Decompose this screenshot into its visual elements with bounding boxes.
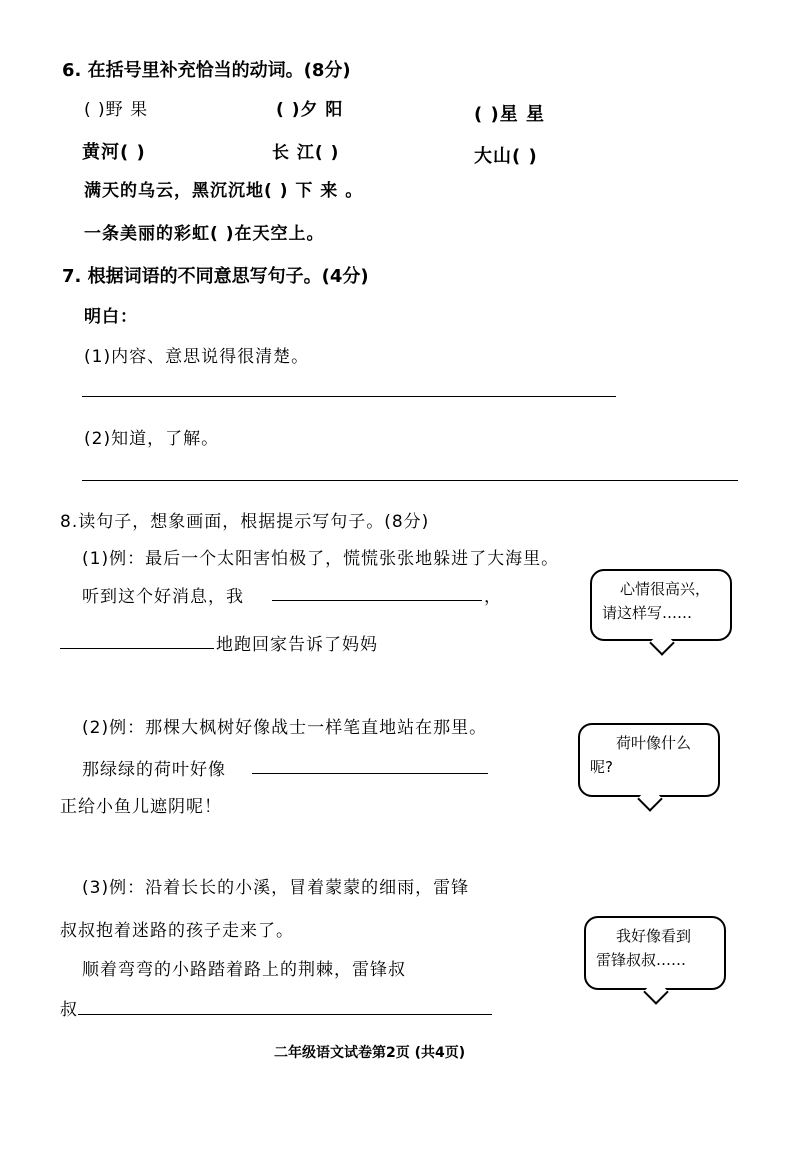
q8-prompt-3b: 叔 (60, 1000, 78, 1020)
q6-item-mountain: 大山( ) (474, 146, 538, 167)
q7-title: 7. 根据词语的不同意思写句子。(4分) (62, 266, 369, 287)
q8-example-1: (1)例：最后一个太阳害怕极了，慌慌张张地躲进了大海里。 (82, 549, 560, 569)
hint-bubble-1-line-1: 心情很高兴， (620, 580, 711, 598)
hint-bubble-1 (590, 569, 732, 641)
q8-answer-line-3[interactable] (78, 1014, 492, 1015)
hint-bubble-3-line-1: 我好像看到 (616, 927, 692, 945)
q8-answer-line-1a[interactable] (272, 600, 482, 601)
q8-example-2: (2)例：那棵大枫树好像战士一样笔直地站在那里。 (82, 718, 488, 738)
q7-meaning-1: (1)内容、意思说得很清楚。 (84, 347, 310, 367)
q8-prompt-3a: 顺着弯弯的小路踏着路上的荆棘，雷锋叔 (82, 960, 406, 980)
q6-sentence-clouds: 满天的乌云，黑沉沉地( ) 下 来 。 (84, 181, 364, 201)
q8-title: 8.读句子，想象画面，根据提示写句子。(8分) (60, 512, 430, 532)
q6-item-yangtze: 长 江( ) (272, 143, 340, 163)
q6-item-stars: ( )星 星 (474, 104, 545, 125)
q6-title: 6. 在括号里补充恰当的动词。(8分) (62, 60, 351, 81)
q7-meaning-2: (2)知道，了解。 (84, 429, 220, 449)
page-footer: 二年级语文试卷第2页 (共4页) (274, 1045, 466, 1061)
hint-bubble-2-tail (637, 786, 662, 811)
q8-answer-line-2[interactable] (252, 773, 488, 774)
q8-prompt-1b: 地跑回家告诉了妈妈 (216, 635, 378, 655)
hint-bubble-3 (584, 916, 726, 990)
hint-bubble-2 (578, 723, 720, 797)
hint-bubble-3-tail (643, 979, 668, 1004)
q8-prompt-1a: 听到这个好消息，我 (82, 587, 244, 607)
q7-word: 明白： (84, 307, 138, 327)
hint-bubble-1-tail (649, 630, 674, 655)
q8-example-3a: (3)例：沿着长长的小溪，冒着蒙蒙的细雨，雷锋 (82, 878, 470, 898)
q6-sentence-rainbow: 一条美丽的彩虹( )在天空上。 (84, 224, 325, 244)
q7-answer-line-1[interactable] (82, 396, 616, 397)
hint-bubble-1-line-2: 请这样写…… (602, 604, 693, 622)
q8-answer-line-1b[interactable] (60, 648, 214, 649)
hint-bubble-2-line-1: 荷叶像什么 (616, 734, 692, 752)
q8-prompt-1a-comma: ， (484, 587, 502, 607)
q8-prompt-2a: 那绿绿的荷叶好像 (82, 760, 226, 780)
hint-bubble-2-line-2: 呢? (590, 758, 613, 776)
q6-item-sunset: ( )夕 阳 (276, 100, 344, 120)
q8-prompt-2b: 正给小鱼儿遮阴呢！ (60, 797, 222, 817)
q7-answer-line-2[interactable] (82, 480, 738, 481)
q8-example-3b: 叔叔抱着迷路的孩子走来了。 (60, 921, 294, 941)
hint-bubble-3-line-2: 雷锋叔叔…… (596, 951, 687, 969)
q6-item-yellow-river: 黄河( ) (82, 142, 146, 163)
q6-item-wild-fruit: ( )野 果 (84, 100, 149, 120)
